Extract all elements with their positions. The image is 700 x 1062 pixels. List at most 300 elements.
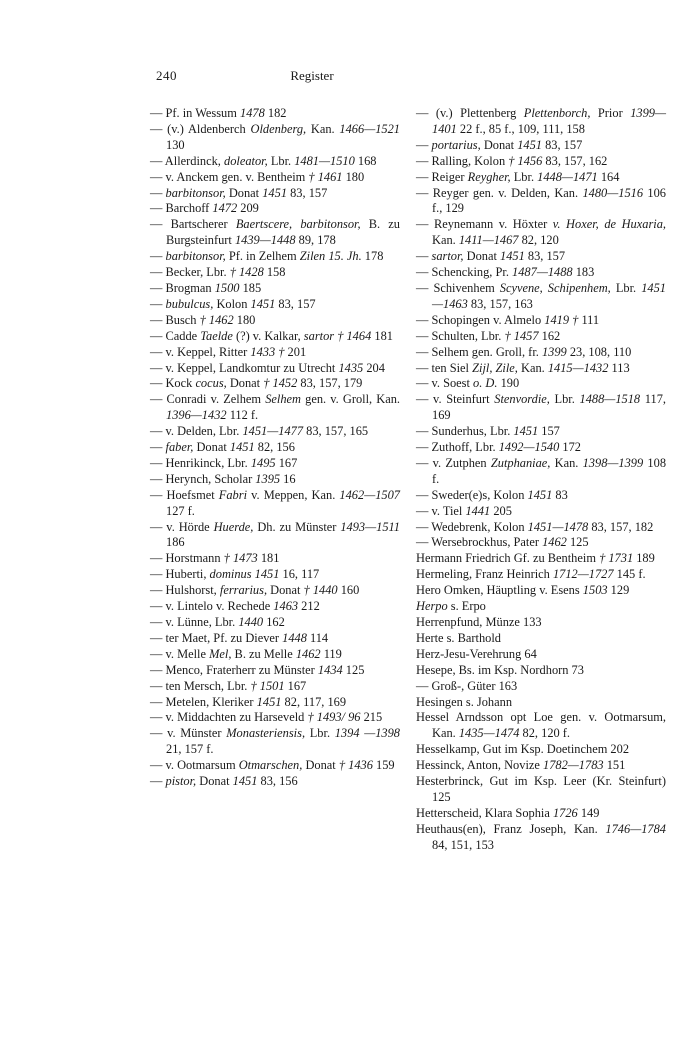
entry-text: 83, 157 bbox=[542, 137, 583, 152]
entry-text: s. Erpo bbox=[447, 599, 486, 614]
entry-text: — Sweder(e)s, Kolon bbox=[416, 487, 528, 502]
entry-text: 21, 157 f. bbox=[166, 742, 214, 757]
entry-text: 82, 120 bbox=[518, 233, 559, 248]
index-entry bbox=[150, 583, 400, 599]
entry-text: 164 bbox=[597, 169, 620, 184]
entry-text: 1500 bbox=[214, 280, 240, 295]
entry-text: Lbr. bbox=[267, 153, 295, 168]
entry-text: Zijl, Zile, bbox=[472, 360, 518, 375]
entry-text: 1451—1463 bbox=[432, 280, 666, 311]
entry-text: 83, 157, 163 bbox=[467, 296, 533, 311]
entry-text: — ten Siel bbox=[416, 360, 473, 375]
entry-text: 83, 157, 165 bbox=[303, 424, 369, 439]
entry-text: — Huberti, bbox=[150, 567, 210, 582]
entry-text: 83, 157, 179 bbox=[297, 376, 363, 391]
entry-text: Mel, bbox=[209, 646, 232, 661]
index-entry bbox=[416, 488, 666, 504]
entry-text: 1503 bbox=[582, 583, 608, 598]
entry-text: — v. Steinfurt bbox=[416, 392, 495, 407]
entry-text: † 1428 bbox=[229, 265, 264, 280]
entry-text: Selhem bbox=[265, 392, 301, 407]
entry-text: — v. Zutphen bbox=[416, 455, 491, 470]
entry-text: portarius, bbox=[431, 137, 481, 152]
index-entry bbox=[416, 313, 666, 329]
entry-text: Baertscere, barbitonsor, bbox=[235, 217, 361, 232]
entry-text: — Barchoff bbox=[150, 201, 213, 216]
entry-text: Plettenborch, bbox=[523, 106, 591, 120]
index-entry bbox=[150, 695, 400, 711]
index-entry bbox=[416, 520, 666, 536]
entry-text: † 1436 bbox=[338, 758, 373, 773]
entry-text: 158 bbox=[263, 265, 286, 280]
entry-text: barbitonsor, bbox=[165, 185, 226, 200]
entry-text: 1448 bbox=[282, 630, 307, 645]
entry-text: bubulcus, bbox=[165, 296, 214, 311]
entry-text: 167 bbox=[284, 678, 307, 693]
entry-text: — ten Mersch, Lbr. bbox=[150, 678, 251, 693]
entry-text: 168 bbox=[354, 153, 377, 168]
entry-text: 1451—1477 bbox=[242, 424, 304, 439]
index-entry bbox=[416, 217, 666, 249]
entry-text: 1462—1507 bbox=[339, 487, 400, 502]
entry-text: — Allerdinck, bbox=[150, 153, 224, 168]
index-entry bbox=[416, 551, 666, 567]
entry-text: Donat bbox=[225, 185, 263, 200]
entry-text: — Hulshorst, bbox=[150, 583, 220, 598]
entry-text: 1495 bbox=[250, 455, 276, 470]
entry-text: B. zu Melle bbox=[231, 646, 296, 661]
entry-text: B. zu Burgsteinfurt bbox=[166, 217, 400, 248]
entry-text: † 1473 bbox=[223, 551, 258, 566]
index-entry bbox=[150, 249, 400, 265]
index-entry bbox=[416, 663, 666, 679]
entry-text: 82, 117, 169 bbox=[281, 694, 347, 709]
index-entry bbox=[416, 567, 666, 583]
entry-text: 1441 bbox=[465, 503, 491, 518]
index-entry bbox=[416, 329, 666, 345]
entry-text: v. Hoxer, de Huxaria, bbox=[552, 217, 666, 232]
entry-text: 1782—1783 bbox=[543, 758, 604, 773]
entry-text: 1478 bbox=[240, 106, 265, 120]
entry-text: 181 bbox=[257, 551, 280, 566]
entry-text: 1399 bbox=[541, 344, 567, 359]
entry-text: — v. Keppel, Landkomtur zu Utrecht bbox=[150, 360, 339, 375]
entry-text: — Becker, Lbr. bbox=[150, 265, 230, 280]
entry-text: — v. Soest bbox=[416, 376, 474, 391]
entry-text: 1462 bbox=[542, 535, 567, 550]
entry-text: 149 bbox=[577, 805, 600, 820]
entry-text: Hessel Arndsson opt Loe gen. v. Ootmarsum, Kan. bbox=[416, 710, 666, 741]
page-number: 240 bbox=[156, 68, 177, 83]
entry-text: 1434 bbox=[317, 662, 343, 677]
entry-text: Taelde bbox=[200, 328, 233, 343]
entry-text: † 1456 bbox=[508, 153, 543, 168]
index-column-left bbox=[150, 106, 400, 790]
entry-text: Kan. bbox=[306, 121, 340, 136]
entry-text: 167 bbox=[275, 455, 298, 470]
entry-text: 1451 bbox=[517, 137, 542, 152]
entry-text: — v. Hörde bbox=[150, 519, 214, 534]
entry-text: 1492—1540 bbox=[498, 440, 560, 455]
entry-text: 1451 bbox=[500, 249, 525, 264]
entry-text: 1451 bbox=[250, 296, 276, 311]
entry-text: 1396—1432 bbox=[166, 408, 227, 423]
entry-text: Scyvene, Schipenhem, bbox=[499, 280, 611, 295]
entry-text: 1395 bbox=[255, 471, 281, 486]
entry-text: Prior bbox=[590, 106, 631, 120]
entry-text: 178 bbox=[361, 249, 384, 264]
entry-text: 151 bbox=[603, 758, 626, 773]
index-entry bbox=[150, 217, 400, 249]
entry-text: — Metelen, Kleriker bbox=[150, 694, 257, 709]
entry-text: 1451 bbox=[527, 487, 553, 502]
index-entry bbox=[416, 392, 666, 424]
entry-text: 1472 bbox=[212, 201, 238, 216]
index-entry bbox=[150, 154, 400, 170]
index-entry bbox=[416, 806, 666, 822]
index-entry bbox=[150, 376, 400, 392]
index-entry bbox=[150, 615, 400, 631]
entry-text: † 1457 bbox=[504, 328, 539, 343]
entry-text: 108 f. bbox=[432, 455, 667, 486]
index-entry bbox=[150, 440, 400, 456]
entry-text: — Hoefsmet bbox=[150, 487, 219, 502]
index-entry bbox=[150, 265, 400, 281]
entry-text: 1451 bbox=[513, 424, 539, 439]
entry-text: Kan. bbox=[550, 455, 583, 470]
entry-text: Zutphaniae, bbox=[490, 455, 551, 470]
entry-text: 1480—1516 bbox=[582, 185, 644, 200]
entry-text: Hesepe, Bs. im Ksp. Nordhorn 73 bbox=[416, 662, 584, 677]
index-entry bbox=[416, 679, 666, 695]
entry-text: sartor, bbox=[431, 249, 464, 264]
entry-text: v. Meppen, Kan. bbox=[247, 487, 340, 502]
entry-text: — bbox=[150, 185, 166, 200]
entry-text: Zilen 15. Jh. bbox=[299, 249, 362, 264]
entry-text: — bbox=[150, 249, 166, 264]
index-entry bbox=[416, 742, 666, 758]
entry-text: — Bartscherer bbox=[150, 217, 236, 232]
entry-text: 125 bbox=[342, 662, 365, 677]
entry-text: 1399—1401 bbox=[432, 106, 666, 136]
entry-text: 201 bbox=[284, 344, 307, 359]
entry-text: dominus 1451 bbox=[209, 567, 280, 582]
entry-text: Donat bbox=[226, 376, 264, 391]
entry-text: Hesselkamp, Gut im Ksp. Doetinchem 202 bbox=[416, 742, 630, 757]
entry-text: Donat bbox=[193, 440, 230, 455]
entry-text: 180 bbox=[233, 312, 256, 327]
entry-text: Kolon bbox=[213, 296, 251, 311]
entry-text: — Selhem gen. Groll, fr. bbox=[416, 344, 542, 359]
entry-text: 162 bbox=[538, 328, 561, 343]
entry-text: 204 bbox=[363, 360, 385, 375]
index-entry bbox=[416, 440, 666, 456]
entry-text: — Sunderhus, Lbr. bbox=[416, 424, 514, 439]
entry-text: — v. Münster bbox=[150, 726, 227, 741]
entry-text: ferrarius, bbox=[219, 583, 268, 598]
index-entry bbox=[416, 647, 666, 663]
entry-text: cocus, bbox=[195, 376, 227, 391]
entry-text: gen. v. Groll, Kan. bbox=[300, 392, 401, 407]
entry-text: † 1440 bbox=[303, 583, 338, 598]
entry-text: Pf. in Zelhem bbox=[225, 249, 300, 264]
entry-text: Reygher, bbox=[467, 169, 511, 184]
entry-text: 1448—1471 bbox=[537, 169, 598, 184]
entry-text: Donat bbox=[302, 758, 339, 773]
entry-text: — Schopingen v. Almelo bbox=[416, 312, 545, 327]
entry-text: — Schivenhem bbox=[416, 280, 500, 295]
index-entry bbox=[416, 249, 666, 265]
entry-text: Huerde, bbox=[213, 519, 254, 534]
entry-text: 83 bbox=[552, 487, 568, 502]
entry-text: — Reyger gen. v. Delden, Kan. bbox=[416, 185, 583, 200]
entry-text: 84, 151, 153 bbox=[432, 837, 494, 852]
entry-text: 16, 117 bbox=[279, 567, 320, 582]
index-entry bbox=[150, 551, 400, 567]
entry-text: 205 bbox=[490, 503, 512, 518]
index-entry bbox=[150, 122, 400, 154]
entry-text: Herpo bbox=[416, 599, 448, 614]
entry-text: 162 bbox=[263, 615, 285, 629]
index-entry bbox=[150, 392, 400, 424]
entry-text: 1726 bbox=[552, 805, 578, 820]
entry-text: 83, 157, 162 bbox=[542, 153, 608, 168]
entry-text: 157 bbox=[538, 424, 560, 439]
entry-text: — v. Middachten zu Harseveld bbox=[150, 710, 308, 725]
entry-text: Oldenberg, bbox=[250, 121, 307, 136]
entry-text: 1440 bbox=[238, 615, 264, 629]
entry-text: Stenvordie, bbox=[494, 392, 550, 407]
running-head: Register bbox=[290, 68, 334, 83]
index-entry bbox=[416, 361, 666, 377]
entry-text: 1712—1727 bbox=[552, 567, 614, 582]
entry-text: — v. Tiel bbox=[416, 503, 466, 518]
index-entry bbox=[150, 297, 400, 313]
entry-text: 114 bbox=[306, 630, 329, 645]
entry-text: 1463 bbox=[273, 599, 299, 614]
entry-text: — Cadde bbox=[150, 328, 201, 343]
entry-text: Herte s. Barthold bbox=[416, 630, 501, 645]
entry-text: Hermann Friedrich Gf. zu Bentheim bbox=[416, 551, 600, 566]
entry-text: 189 bbox=[633, 551, 655, 566]
entry-text: — v. Delden, Lbr. bbox=[150, 424, 243, 439]
entry-text: † 1461 bbox=[308, 169, 343, 184]
entry-text: Hesingen s. Johann bbox=[416, 694, 513, 709]
entry-text: Hero Omken, Häuptling v. Esens bbox=[416, 583, 583, 598]
entry-text: — Henrikinck, Lbr. bbox=[150, 455, 251, 470]
index-entry bbox=[150, 488, 400, 520]
entry-text: — Ralling, Kolon bbox=[416, 153, 509, 168]
entry-text: (?) v. Kalkar, bbox=[232, 328, 304, 343]
entry-text: † 1731 bbox=[599, 551, 634, 566]
entry-text: Lbr. bbox=[510, 169, 538, 184]
entry-text: 1487—1488 bbox=[512, 265, 573, 280]
entry-text: 119 bbox=[320, 646, 342, 661]
entry-text: — (v.) Plettenberg bbox=[416, 106, 524, 120]
entry-text: — v. Lintelo v. Rechede bbox=[150, 599, 274, 614]
index-entry bbox=[150, 361, 400, 377]
entry-text: — Zuthoff, Lbr. bbox=[416, 440, 499, 455]
entry-text: 22 f., 85 f., 109, 111, 158 bbox=[456, 121, 585, 136]
entry-text: Herz-Jesu-Verehrung 64 bbox=[416, 646, 537, 661]
index-entry bbox=[416, 265, 666, 281]
entry-text: — Menco, Fraterherr zu Münster bbox=[150, 662, 318, 677]
entry-text: — Busch bbox=[150, 312, 200, 327]
entry-text: Dh. zu Münster bbox=[253, 519, 341, 534]
entry-text: 117, 169 bbox=[432, 392, 666, 423]
index-entry bbox=[416, 535, 666, 551]
entry-text: 1466—1521 bbox=[339, 121, 400, 136]
entry-text: 181 bbox=[371, 328, 393, 343]
entry-text: — ter Maet, Pf. zu Diever bbox=[150, 630, 283, 645]
entry-text: 1488—1518 bbox=[579, 392, 641, 407]
index-entry bbox=[150, 647, 400, 663]
index-entry bbox=[150, 599, 400, 615]
entry-text: — Wersebrockhus, Pater bbox=[416, 535, 543, 550]
entry-text: — v. Keppel, Ritter bbox=[150, 344, 251, 359]
entry-text: — Pf. in Wessum bbox=[150, 106, 240, 120]
entry-text: — bbox=[150, 296, 166, 311]
index-entry bbox=[416, 424, 666, 440]
entry-text: 1451—1478 bbox=[527, 519, 589, 534]
index-entry bbox=[150, 281, 400, 297]
entry-text: 183 bbox=[572, 265, 595, 280]
entry-text: 1481—1510 bbox=[294, 153, 355, 168]
entry-text: 1493—1511 bbox=[340, 519, 401, 534]
index-entry bbox=[150, 520, 400, 552]
index-entry bbox=[150, 106, 400, 122]
index-entry bbox=[150, 758, 400, 774]
entry-text: 172 bbox=[559, 440, 581, 455]
entry-text: 185 bbox=[239, 280, 262, 295]
entry-text: Herrenpfund, Münze 133 bbox=[416, 615, 542, 629]
entry-text: 1462 bbox=[295, 646, 321, 661]
entry-text: — Schulten, Lbr. bbox=[416, 328, 505, 343]
index-entry bbox=[416, 583, 666, 599]
entry-text: Kan. bbox=[517, 360, 548, 375]
entry-text: 130 bbox=[166, 137, 185, 152]
index-column-right bbox=[416, 106, 666, 854]
index-entry bbox=[416, 106, 666, 138]
entry-text: — bbox=[150, 774, 166, 789]
index-entry bbox=[416, 138, 666, 154]
entry-text: 1435—1474 bbox=[458, 726, 520, 741]
entry-text: 111 bbox=[578, 312, 600, 327]
entry-text: 83, 157 bbox=[275, 296, 316, 311]
entry-text: † 1462 bbox=[199, 312, 234, 327]
index-entry bbox=[416, 599, 666, 615]
entry-text: — Brogman bbox=[150, 280, 215, 295]
entry-text: 127 f. bbox=[166, 503, 195, 518]
entry-text: Donat bbox=[267, 583, 304, 598]
entry-text: Kan. bbox=[432, 233, 459, 248]
entry-text: 1419 † bbox=[544, 312, 579, 327]
entry-text: 1451 bbox=[256, 694, 282, 709]
entry-text: — Kock bbox=[150, 376, 196, 391]
entry-text: 1394 —1398 bbox=[334, 726, 400, 741]
entry-text: — Reynemann v. Höxter bbox=[416, 217, 553, 232]
entry-text: Lbr. bbox=[549, 392, 580, 407]
index-entry bbox=[150, 726, 400, 758]
index-entry bbox=[416, 504, 666, 520]
index-entry bbox=[150, 567, 400, 583]
index-entry bbox=[150, 456, 400, 472]
entry-text: Hesterbrinck, Gut im Ksp. Leer (Kr. Steinfurt) 125 bbox=[416, 774, 666, 804]
entry-text: 83, 156 bbox=[257, 774, 298, 789]
entry-text: † 1493/ 96 bbox=[307, 710, 361, 725]
index-entry bbox=[416, 615, 666, 631]
entry-text: Donat bbox=[196, 774, 233, 789]
entry-text: 159 bbox=[372, 758, 395, 773]
entry-text: 1451 bbox=[232, 774, 258, 789]
entry-text: — Horstmann bbox=[150, 551, 224, 566]
index-entry bbox=[150, 710, 400, 726]
entry-text: faber, bbox=[165, 440, 194, 455]
entry-text: barbitonsor, bbox=[165, 249, 226, 264]
entry-text: 1746—1784 bbox=[605, 821, 666, 836]
entry-text: 180 bbox=[342, 169, 365, 184]
entry-text: — bbox=[416, 249, 432, 264]
entry-text: 82, 156 bbox=[254, 440, 295, 455]
entry-text: sartor † 1464 bbox=[303, 328, 372, 343]
entry-text: † 1452 bbox=[263, 376, 298, 391]
index-entry bbox=[416, 631, 666, 647]
entry-text: 89, 178 bbox=[295, 233, 336, 248]
index-entry bbox=[416, 710, 666, 742]
entry-text: † 1501 bbox=[250, 678, 285, 693]
index-entry bbox=[150, 424, 400, 440]
entry-text: — v. Anckem gen. v. Bentheim bbox=[150, 169, 309, 184]
index-entry bbox=[150, 631, 400, 647]
entry-text: 1451 bbox=[262, 185, 288, 200]
entry-text: 23, 108, 110 bbox=[566, 344, 632, 359]
entry-text: Lbr. bbox=[610, 280, 642, 295]
entry-text: 1439—1448 bbox=[234, 233, 296, 248]
entry-text: — Wedebrenk, Kolon bbox=[416, 519, 528, 534]
entry-text: Hetterscheid, Klara Sophia bbox=[416, 805, 553, 820]
entry-text: — bbox=[150, 440, 166, 455]
index-entry bbox=[416, 154, 666, 170]
entry-text: 1435 bbox=[338, 360, 364, 375]
entry-text: 186 bbox=[166, 535, 185, 550]
entry-text: 106 f., 129 bbox=[432, 185, 666, 216]
entry-text: 1415—1432 bbox=[547, 360, 609, 375]
entry-text: 83, 157, 182 bbox=[588, 519, 654, 534]
index-entry bbox=[150, 472, 400, 488]
entry-text: — v. Melle bbox=[150, 646, 210, 661]
entry-text: 182 bbox=[264, 106, 287, 120]
entry-text: Lbr. bbox=[305, 726, 335, 741]
index-entry bbox=[416, 345, 666, 361]
entry-text: Otmarschen, bbox=[238, 758, 303, 773]
index-entry bbox=[150, 663, 400, 679]
index-entry bbox=[416, 376, 666, 392]
entry-text: o. D. bbox=[473, 376, 498, 391]
entry-text: 1451 bbox=[229, 440, 255, 455]
entry-text: — Schencking, Pr. bbox=[416, 265, 513, 280]
index-entry bbox=[416, 186, 666, 218]
entry-text: 125 bbox=[566, 535, 589, 550]
entry-text: 215 bbox=[360, 710, 383, 725]
entry-text: 209 bbox=[237, 201, 259, 216]
index-entry bbox=[150, 201, 400, 217]
entry-text: Hessinck, Anton, Novize bbox=[416, 758, 543, 773]
page-header bbox=[156, 68, 468, 84]
entry-text: Monasteriensis, bbox=[226, 726, 306, 741]
entry-text: 1398—1399 bbox=[582, 455, 644, 470]
entry-text: Fabri bbox=[218, 487, 248, 502]
entry-text: Hermeling, Franz Heinrich bbox=[416, 567, 553, 582]
